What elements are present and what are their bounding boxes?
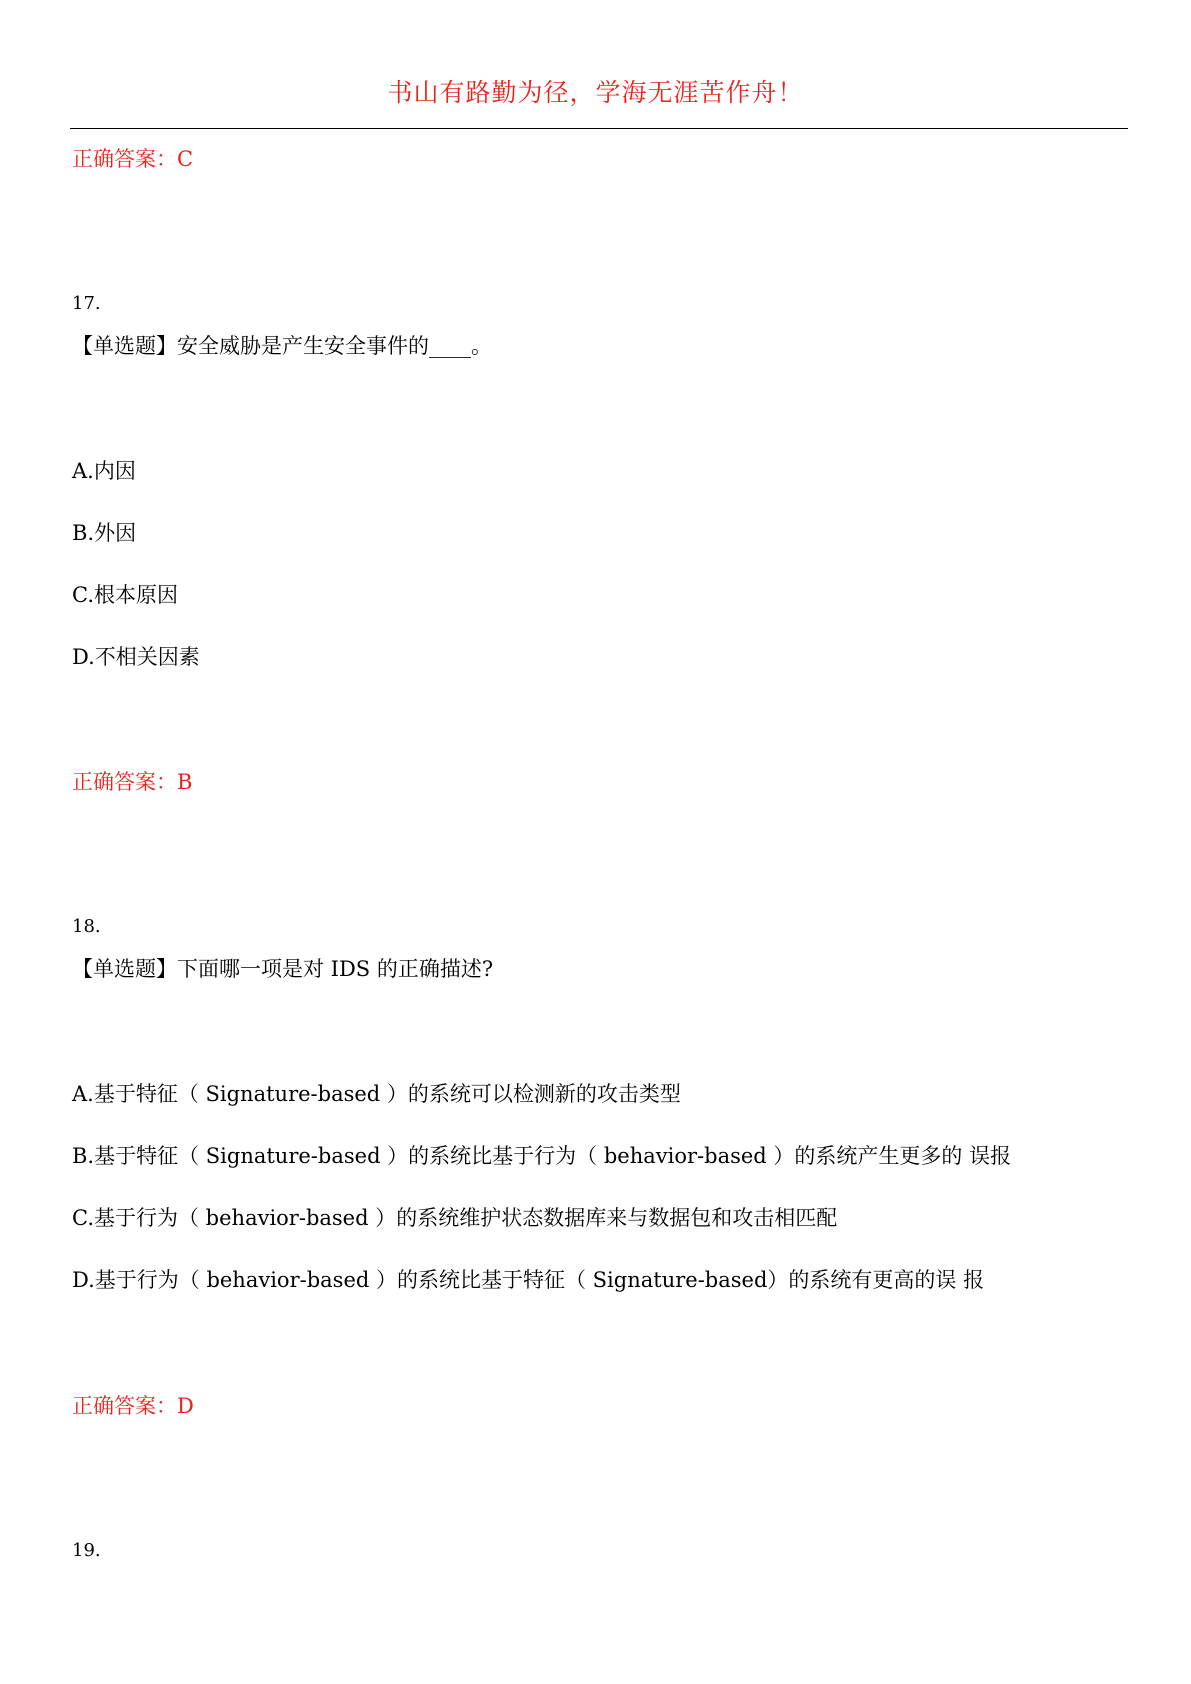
question-stem: 【单选题】安全威胁是产生安全事件的____。 [72, 334, 492, 358]
answer: 正确答案：B [72, 770, 193, 794]
option-b: B.外因 [72, 521, 137, 545]
option-a: A.基于特征（ Signature-based ）的系统可以检测新的攻击类型 [72, 1082, 681, 1106]
option-a: A.内因 [72, 459, 136, 483]
question-number: 18. [72, 916, 101, 937]
option-b: B.基于特征（ Signature-based ）的系统比基于行为（ behavior-based ）的系统产生更多的 误报 [72, 1144, 1012, 1168]
header-divider [70, 128, 1128, 129]
question-stem: 【单选题】下面哪一项是对 IDS 的正确描述? [72, 957, 494, 981]
option-c: C.基于行为（ behavior-based ）的系统维护状态数据库来与数据包和攻击相匹配 [72, 1206, 838, 1230]
question-number: 17. [72, 293, 101, 314]
option-d: D.基于行为（ behavior-based ）的系统比基于特征（ Signature-based）的系统有更高的误 报 [72, 1268, 985, 1292]
header-motto: 书山有路勤为径，学海无涯苦作舟！ [387, 78, 804, 107]
previous-answer: 正确答案：C [72, 147, 194, 171]
option-c: C.根本原因 [72, 583, 178, 607]
option-d: D.不相关因素 [72, 645, 200, 669]
answer: 正确答案：D [72, 1394, 194, 1418]
question-number: 19. [72, 1540, 101, 1561]
